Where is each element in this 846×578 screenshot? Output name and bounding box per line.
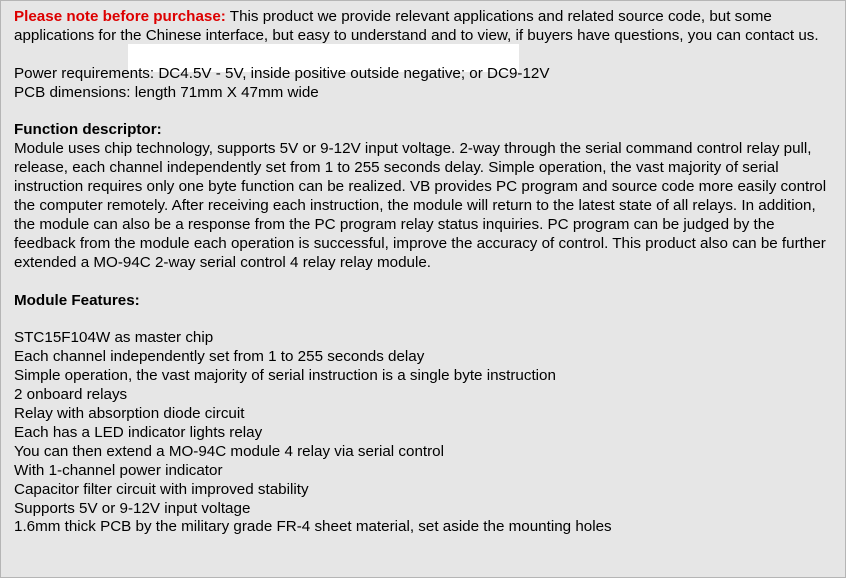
feature-item: Relay with absorption diode circuit <box>14 404 245 422</box>
feature-item: STC15F104W as master chip <box>14 329 214 347</box>
purchase-notice-text: This product we provide relevant applications and related source code, but some applications for the Chinese interface, but easy to understand and to view, if buyers have questions, you can contact us. <box>14 8 819 44</box>
function-heading: Function descriptor: <box>14 121 162 139</box>
purchase-notice-label: Please note before purchase: <box>14 8 226 25</box>
feature-item: Simple operation, the vast majority of serial instruction is a single byte instruction <box>14 367 556 385</box>
features-list <box>14 329 838 537</box>
features-heading: Module Features: <box>14 291 140 309</box>
pcb-dimensions: PCB dimensions: length 71mm X 47mm wide <box>14 83 319 101</box>
feature-item: 2 onboard relays <box>14 386 128 404</box>
feature-item: Each has a LED indicator lights relay <box>14 423 263 441</box>
purchase-notice <box>14 8 838 46</box>
feature-item: Capacitor filter circuit with improved stability <box>14 480 309 498</box>
feature-item: Each channel independently set from 1 to 255 seconds delay <box>14 348 425 366</box>
feature-item: Supports 5V or 9-12V input voltage <box>14 499 251 517</box>
function-description: Module uses chip technology, supports 5V or 9-12V input voltage. 2-way through the serial command control relay pull, release, each channel independently set from 1 to 255 seconds delay. Simple operation, the vast majority of serial instruction requires only one byte function can be realized. VB provides PC program and source code more easily control the computer remotely. After receiving each instruction, the module will return to the latest state of all relays. In addition, the module can also be a response from the PC program relay status inquiries. PC program can be judged by the feedback from the module each operation is successful, improve the accuracy of control. This product also can be further extended a MO-94C 2-way serial control 4 relay relay module. <box>14 140 827 271</box>
power-requirements: Power requirements: DC4.5V - 5V, inside positive outside negative; or DC9-12V <box>14 64 550 82</box>
description-content <box>14 8 838 537</box>
feature-item: 1.6mm thick PCB by the military grade FR-4 sheet material, set aside the mounting holes <box>14 518 612 536</box>
feature-item: With 1-channel power indicator <box>14 461 223 479</box>
feature-item: You can then extend a MO-94C module 4 relay via serial control <box>14 442 444 460</box>
